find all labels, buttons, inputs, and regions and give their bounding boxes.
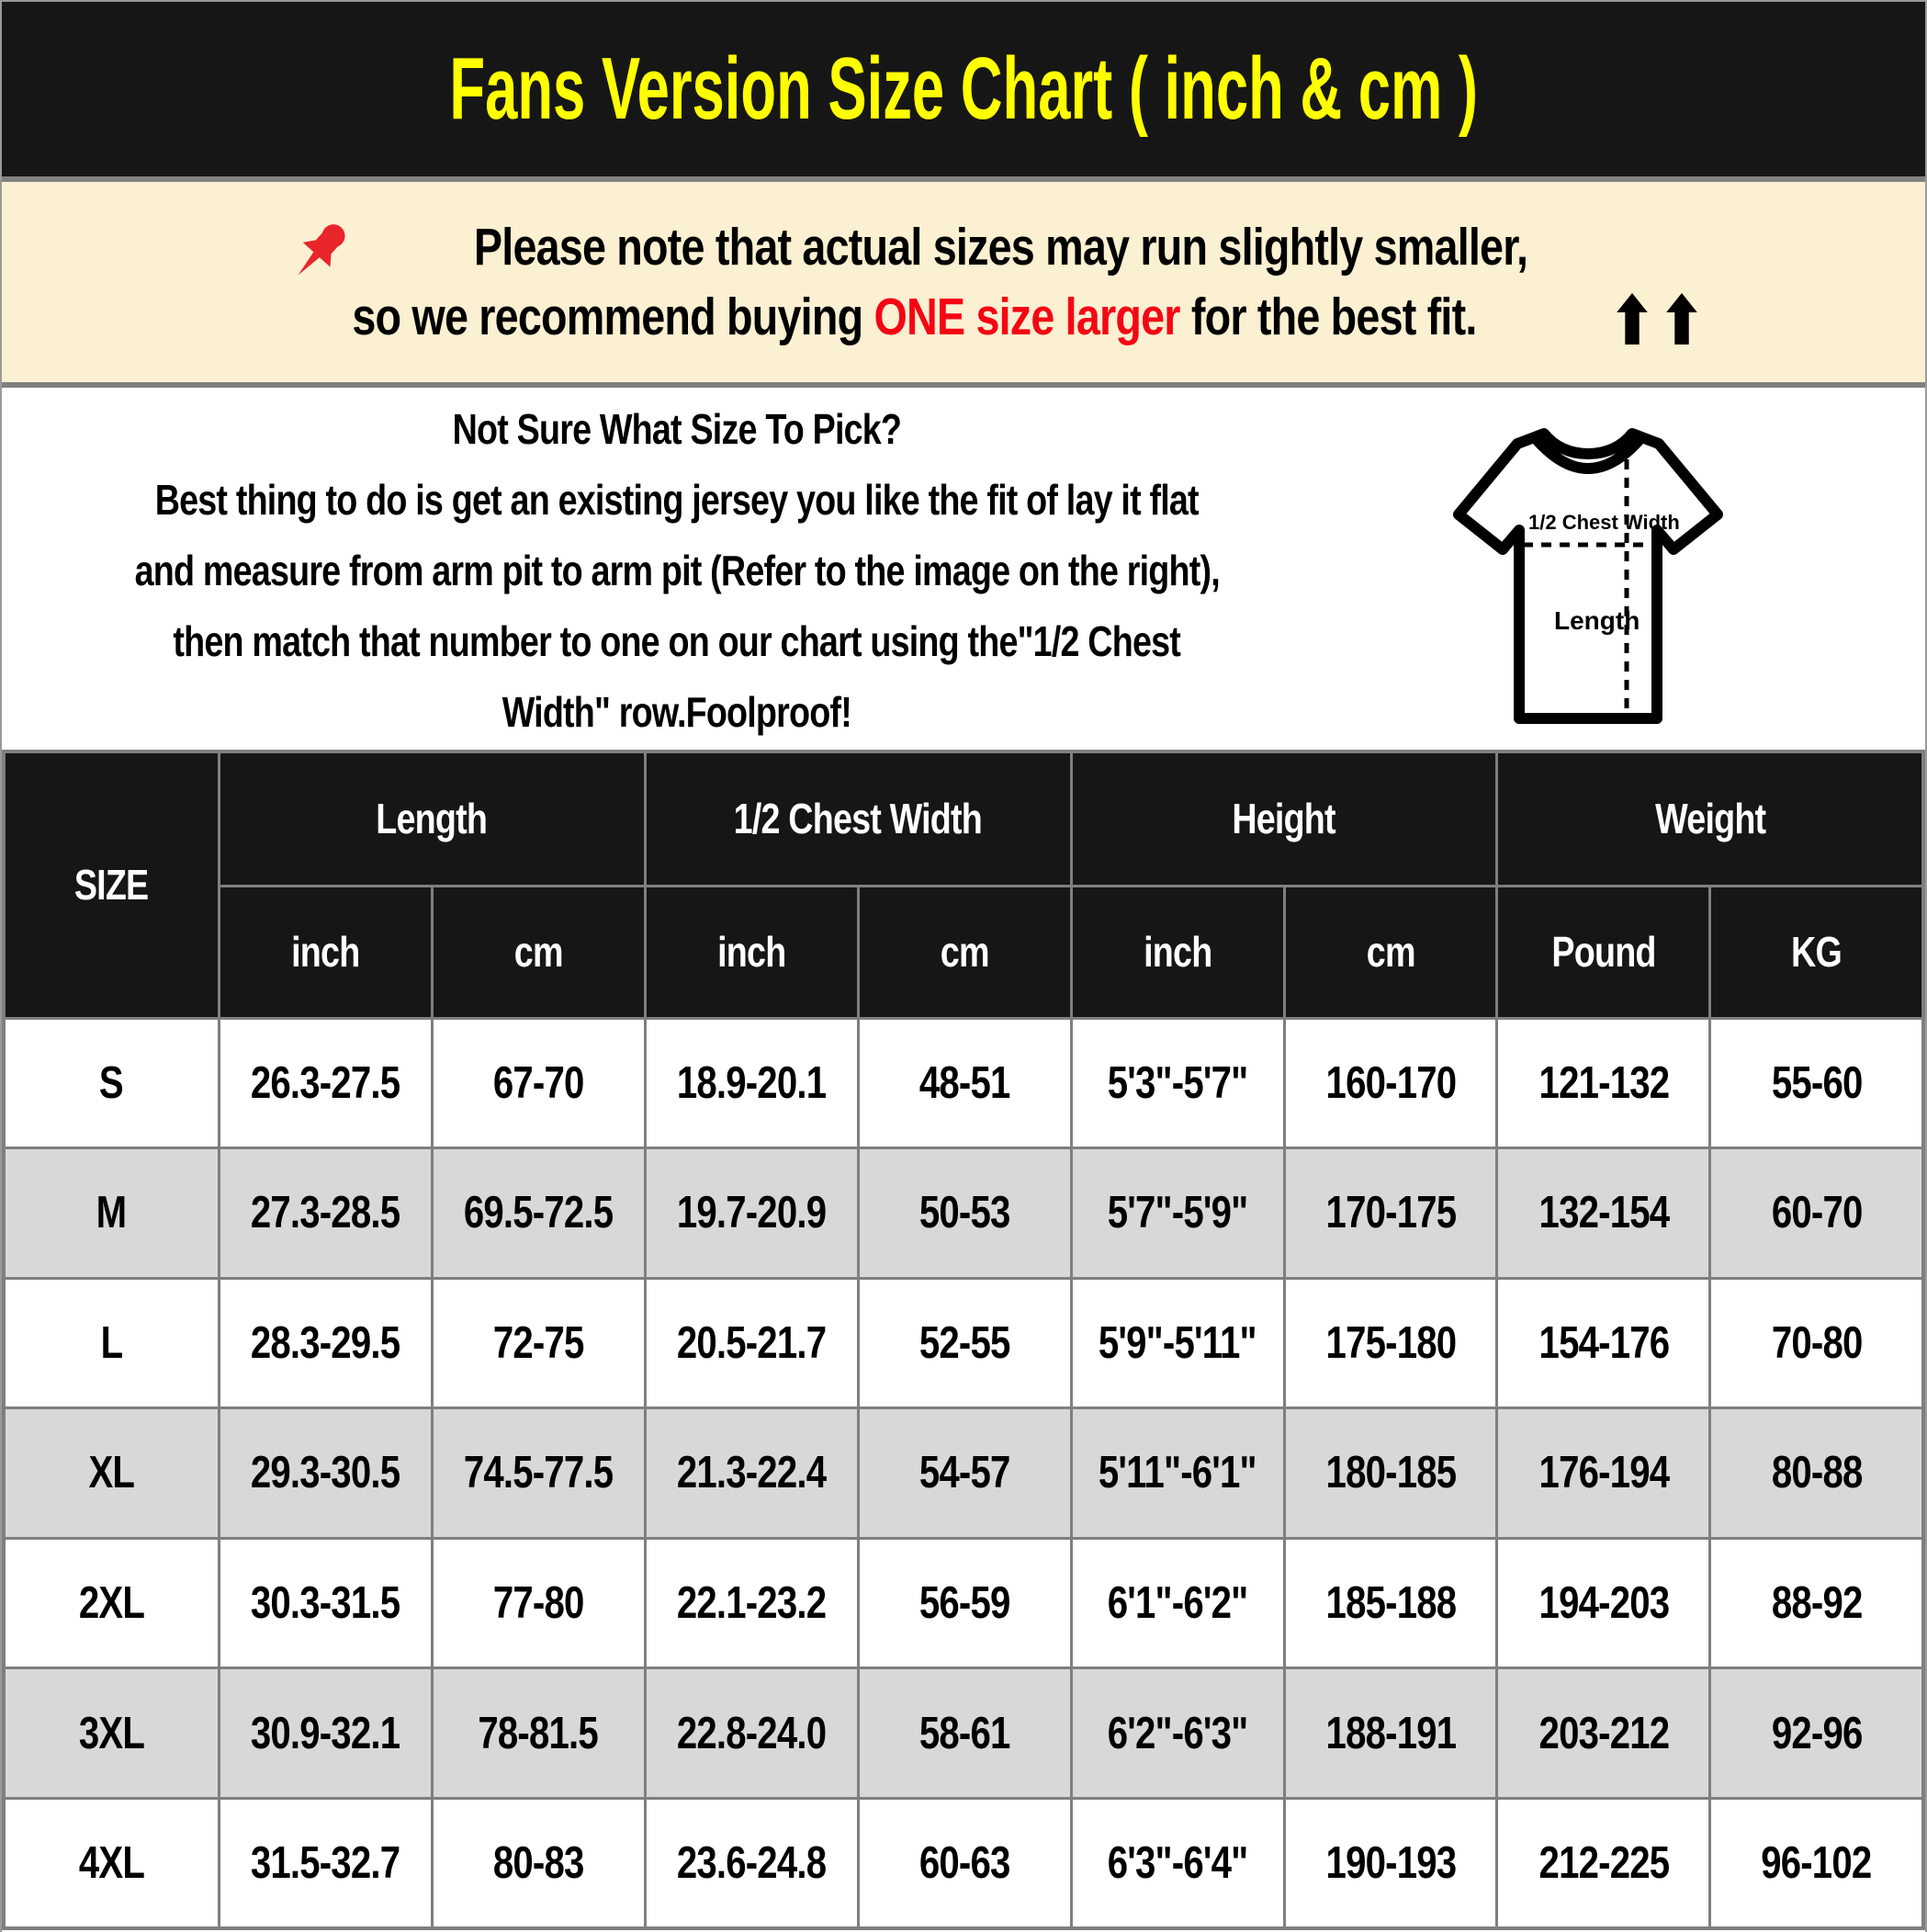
tshirt-chest-label: 1/2 Chest Width bbox=[1528, 511, 1680, 534]
size-table bbox=[2, 750, 1925, 1930]
weight-group-header bbox=[1497, 751, 1923, 886]
cell-text: 29.3-30.5 bbox=[250, 1448, 400, 1498]
cell-text: 22.8-24.0 bbox=[676, 1708, 827, 1758]
cell-text: XL bbox=[88, 1448, 135, 1498]
unit-label: cm bbox=[1366, 928, 1415, 976]
cell-text: M bbox=[96, 1188, 127, 1238]
guide-line bbox=[2, 464, 1352, 535]
size-cell bbox=[4, 1018, 219, 1148]
value-cell bbox=[858, 1278, 1071, 1408]
value-cell bbox=[858, 1668, 1071, 1799]
value-cell bbox=[432, 1798, 645, 1928]
size-header-label: SIZE bbox=[73, 861, 149, 910]
cell-text: 70-80 bbox=[1771, 1317, 1863, 1368]
value-cell bbox=[1497, 1278, 1710, 1408]
size-cell bbox=[4, 1798, 219, 1928]
cell-text: 27.3-28.5 bbox=[250, 1188, 400, 1238]
chest-width-group-header bbox=[645, 751, 1071, 886]
cell-text: 28.3-29.5 bbox=[250, 1317, 400, 1368]
cell-text: 5'9"-5'11" bbox=[1099, 1317, 1256, 1368]
table-row bbox=[4, 1538, 1923, 1668]
cell-text: 78-81.5 bbox=[478, 1708, 599, 1758]
value-cell bbox=[1710, 1408, 1923, 1539]
size-cell bbox=[4, 1148, 219, 1279]
table-sub-header-row bbox=[4, 886, 1923, 1018]
value-cell bbox=[645, 1408, 858, 1539]
value-cell bbox=[858, 1018, 1071, 1148]
cell-text: 52-55 bbox=[918, 1317, 1010, 1368]
cell-text: 194-203 bbox=[1538, 1578, 1669, 1629]
value-cell bbox=[219, 1798, 432, 1928]
value-cell bbox=[645, 1668, 858, 1799]
cell-text: 92-96 bbox=[1771, 1708, 1863, 1758]
cell-text: 50-53 bbox=[918, 1188, 1010, 1238]
value-cell bbox=[1497, 1408, 1710, 1539]
title-bar bbox=[2, 2, 1925, 176]
note-text-2 bbox=[352, 287, 1476, 347]
unit-label: cm bbox=[940, 928, 989, 976]
guide-heading-line bbox=[2, 393, 1352, 464]
cell-text: 132-154 bbox=[1538, 1188, 1669, 1238]
cell-text: 6'1"-6'2" bbox=[1107, 1578, 1248, 1629]
unit-header bbox=[219, 886, 432, 1018]
value-cell bbox=[1284, 1668, 1497, 1799]
guide-text-block bbox=[2, 393, 1352, 747]
unit-label: inch bbox=[1143, 928, 1212, 976]
one-size-larger-text: ONE size larger bbox=[873, 288, 1180, 346]
page-title: Fans Version Size Chart ( inch & cm ) bbox=[449, 40, 1478, 138]
cell-text: 176-194 bbox=[1538, 1448, 1669, 1498]
cell-text: 3XL bbox=[78, 1708, 144, 1758]
unit-label: inch bbox=[716, 928, 786, 976]
cell-text: 67-70 bbox=[492, 1057, 584, 1108]
value-cell bbox=[1497, 1148, 1710, 1279]
cell-text: 203-212 bbox=[1538, 1708, 1669, 1758]
value-cell bbox=[645, 1798, 858, 1928]
group-label: Weight bbox=[1654, 795, 1765, 843]
value-cell bbox=[219, 1018, 432, 1148]
cell-text: 30.3-31.5 bbox=[250, 1578, 400, 1629]
table-row bbox=[4, 1018, 1923, 1148]
size-cell bbox=[4, 1538, 219, 1668]
value-cell bbox=[1071, 1798, 1284, 1928]
note-line-2 bbox=[229, 287, 1699, 347]
value-cell bbox=[1284, 1798, 1497, 1928]
value-cell bbox=[1710, 1798, 1923, 1928]
cell-text: 180-185 bbox=[1325, 1448, 1456, 1498]
unit-header bbox=[1284, 886, 1497, 1018]
note-text-1: Please note that actual sizes may run slightly smaller, bbox=[474, 218, 1528, 277]
unit-header bbox=[1497, 886, 1710, 1018]
value-cell bbox=[432, 1408, 645, 1539]
cell-text: 58-61 bbox=[918, 1708, 1010, 1758]
value-cell bbox=[858, 1148, 1071, 1279]
guide-line bbox=[2, 535, 1352, 605]
cell-text: 6'2"-6'3" bbox=[1107, 1708, 1248, 1758]
up-arrow-icon bbox=[1665, 293, 1698, 345]
cell-text: 21.3-22.4 bbox=[676, 1448, 827, 1498]
table-row bbox=[4, 1148, 1923, 1279]
cell-text: 74.5-77.5 bbox=[463, 1448, 614, 1498]
value-cell bbox=[219, 1538, 432, 1668]
unit-label: KG bbox=[1791, 928, 1842, 976]
value-cell bbox=[1284, 1408, 1497, 1539]
cell-text: 60-63 bbox=[918, 1837, 1010, 1888]
value-cell bbox=[432, 1538, 645, 1668]
note-banner bbox=[2, 182, 1925, 382]
value-cell bbox=[1284, 1148, 1497, 1279]
value-cell bbox=[1071, 1278, 1284, 1408]
cell-text: 170-175 bbox=[1325, 1188, 1456, 1238]
table-group-header-row bbox=[4, 751, 1923, 886]
cell-text: 2XL bbox=[78, 1578, 144, 1629]
guide-section bbox=[2, 388, 1925, 750]
cell-text: 20.5-21.7 bbox=[676, 1317, 827, 1368]
cell-text: 190-193 bbox=[1325, 1837, 1456, 1888]
cell-text: 5'11"-6'1" bbox=[1099, 1448, 1256, 1498]
guide-line-text: then match that number to one on our chart using the"1/2 Chest bbox=[173, 616, 1181, 665]
tshirt-diagram bbox=[1446, 413, 1730, 735]
size-column-header bbox=[4, 751, 219, 1018]
value-cell bbox=[219, 1278, 432, 1408]
cell-text: 5'7"-5'9" bbox=[1107, 1188, 1248, 1238]
group-label: Height bbox=[1232, 795, 1336, 843]
up-arrow-icon bbox=[1616, 293, 1649, 345]
cell-text: 185-188 bbox=[1325, 1578, 1456, 1629]
unit-label: inch bbox=[290, 928, 360, 976]
guide-heading: Not Sure What Size To Pick? bbox=[452, 404, 902, 453]
value-cell bbox=[1071, 1018, 1284, 1148]
unit-label: Pound bbox=[1551, 928, 1656, 976]
unit-label: cm bbox=[513, 928, 563, 976]
cell-text: L bbox=[100, 1317, 123, 1368]
unit-header bbox=[1071, 886, 1284, 1018]
cell-text: 26.3-27.5 bbox=[250, 1057, 400, 1108]
tshirt-length-label: Length bbox=[1554, 606, 1640, 635]
cell-text: 31.5-32.7 bbox=[250, 1837, 400, 1888]
value-cell bbox=[1497, 1798, 1710, 1928]
cell-text: 4XL bbox=[78, 1837, 144, 1888]
cell-text: 6'3"-6'4" bbox=[1107, 1837, 1248, 1888]
value-cell bbox=[645, 1278, 858, 1408]
value-cell bbox=[1710, 1148, 1923, 1279]
value-cell bbox=[1710, 1538, 1923, 1668]
guide-line-text: Width" row.Foolproof! bbox=[501, 687, 852, 736]
value-cell bbox=[858, 1408, 1071, 1539]
cell-text: 18.9-20.1 bbox=[676, 1057, 827, 1108]
cell-text: 22.1-23.2 bbox=[676, 1578, 827, 1629]
cell-text: 175-180 bbox=[1325, 1317, 1456, 1368]
value-cell bbox=[432, 1018, 645, 1148]
value-cell bbox=[1710, 1018, 1923, 1148]
value-cell bbox=[858, 1538, 1071, 1668]
pushpin-icon bbox=[283, 217, 356, 290]
cell-text: 188-191 bbox=[1325, 1708, 1456, 1758]
value-cell bbox=[1071, 1408, 1284, 1539]
group-label: Length bbox=[376, 795, 488, 843]
unit-header bbox=[432, 886, 645, 1018]
guide-line-text: and measure from arm pit to arm pit (Refer to the image on the right), bbox=[134, 546, 1220, 594]
cell-text: 48-51 bbox=[918, 1057, 1010, 1108]
cell-text: 19.7-20.9 bbox=[676, 1188, 827, 1238]
cell-text: 96-102 bbox=[1761, 1837, 1872, 1888]
value-cell bbox=[432, 1148, 645, 1279]
value-cell bbox=[645, 1538, 858, 1668]
guide-line bbox=[2, 605, 1352, 676]
cell-text: 154-176 bbox=[1538, 1317, 1669, 1368]
cell-text: 55-60 bbox=[1771, 1057, 1863, 1108]
cell-text: S bbox=[99, 1057, 124, 1108]
unit-header bbox=[858, 886, 1071, 1018]
value-cell bbox=[1497, 1538, 1710, 1668]
value-cell bbox=[1071, 1538, 1284, 1668]
cell-text: 30.9-32.1 bbox=[250, 1708, 400, 1758]
value-cell bbox=[645, 1148, 858, 1279]
cell-text: 212-225 bbox=[1538, 1837, 1669, 1888]
group-label: 1/2 Chest Width bbox=[733, 795, 983, 843]
value-cell bbox=[1497, 1018, 1710, 1148]
value-cell bbox=[1284, 1278, 1497, 1408]
note-line-1 bbox=[283, 217, 1643, 277]
table-row bbox=[4, 1668, 1923, 1799]
cell-text: 69.5-72.5 bbox=[463, 1188, 614, 1238]
value-cell bbox=[1710, 1668, 1923, 1799]
value-cell bbox=[1497, 1668, 1710, 1799]
cell-text: 80-88 bbox=[1771, 1448, 1863, 1498]
value-cell bbox=[1284, 1018, 1497, 1148]
value-cell bbox=[1284, 1538, 1497, 1668]
cell-text: 60-70 bbox=[1771, 1188, 1863, 1238]
cell-text: 80-83 bbox=[492, 1837, 584, 1888]
size-cell bbox=[4, 1278, 219, 1408]
value-cell bbox=[219, 1668, 432, 1799]
cell-text: 77-80 bbox=[492, 1578, 584, 1629]
cell-text: 54-57 bbox=[918, 1448, 1010, 1498]
value-cell bbox=[432, 1278, 645, 1408]
size-table-body bbox=[4, 1018, 1923, 1928]
cell-text: 88-92 bbox=[1771, 1578, 1863, 1629]
cell-text: 72-75 bbox=[492, 1317, 584, 1368]
guide-line-text: Best thing to do is get an existing jersey you like the fit of lay it flat bbox=[154, 475, 1200, 524]
cell-text: 23.6-24.8 bbox=[676, 1837, 827, 1888]
cell-text: 5'3"-5'7" bbox=[1107, 1057, 1248, 1108]
value-cell bbox=[219, 1408, 432, 1539]
size-cell bbox=[4, 1408, 219, 1539]
table-row bbox=[4, 1278, 1923, 1408]
value-cell bbox=[219, 1148, 432, 1279]
guide-line bbox=[2, 676, 1352, 747]
note-text-2-post: for the best fit. bbox=[1179, 288, 1477, 346]
cell-text: 160-170 bbox=[1325, 1057, 1456, 1108]
cell-text: 121-132 bbox=[1538, 1057, 1669, 1108]
value-cell bbox=[1710, 1278, 1923, 1408]
value-cell bbox=[1071, 1148, 1284, 1279]
length-group-header bbox=[219, 751, 645, 886]
table-row bbox=[4, 1798, 1923, 1928]
unit-header bbox=[645, 886, 858, 1018]
value-cell bbox=[645, 1018, 858, 1148]
unit-header bbox=[1710, 886, 1923, 1018]
cell-text: 56-59 bbox=[918, 1578, 1010, 1629]
value-cell bbox=[858, 1798, 1071, 1928]
value-cell bbox=[432, 1668, 645, 1799]
note-text-2-pre: so we recommend buying bbox=[351, 288, 874, 346]
table-row bbox=[4, 1408, 1923, 1539]
size-cell bbox=[4, 1668, 219, 1799]
value-cell bbox=[1071, 1668, 1284, 1799]
height-group-header bbox=[1071, 751, 1497, 886]
